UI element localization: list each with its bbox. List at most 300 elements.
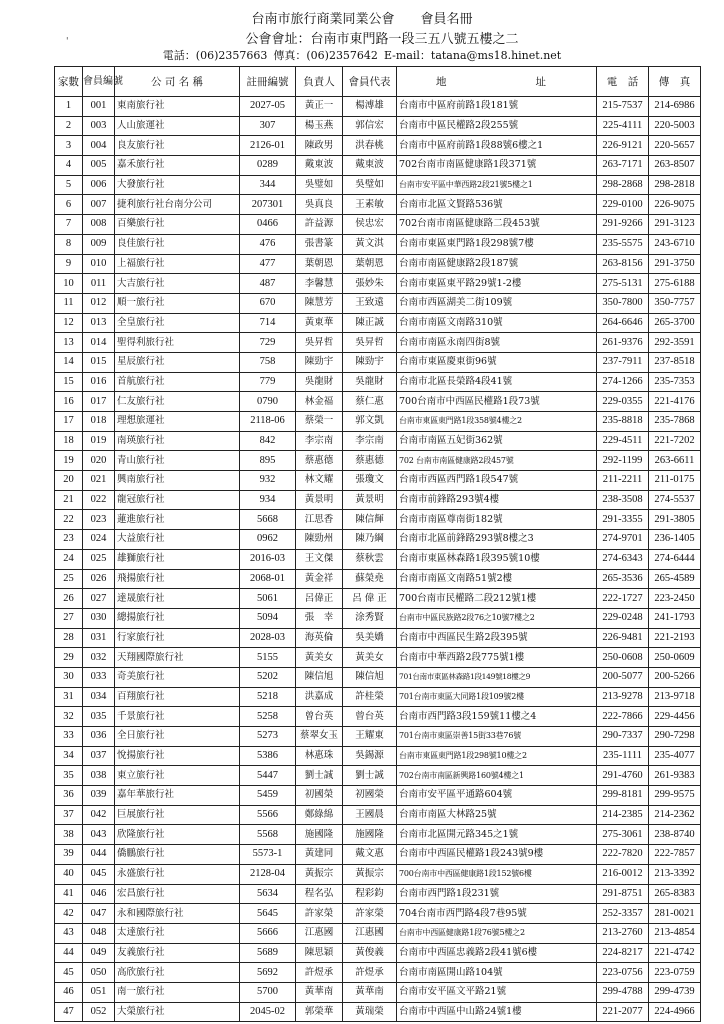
address: 台南市北區長榮路4段41號 (397, 372, 597, 392)
registration-number: 670 (240, 293, 296, 313)
member-representative: 曾台英 (343, 707, 397, 727)
member-representative: 蔡秋雲 (343, 549, 397, 569)
owner-name: 海英倫 (296, 628, 343, 648)
registration-number: 5566 (240, 805, 296, 825)
registration-number: 344 (240, 175, 296, 195)
table-row (55, 510, 701, 530)
member-code: 046 (83, 884, 115, 904)
member-code: 013 (83, 313, 115, 333)
row-number: 32 (55, 707, 83, 727)
registration-number: 5692 (240, 963, 296, 983)
fax-number: 281-0021 (649, 904, 701, 924)
member-representative: 陳勁宇 (343, 352, 397, 372)
registration-number: 2016-03 (240, 549, 296, 569)
registration-number: 714 (240, 313, 296, 333)
fax-number: 299-4739 (649, 982, 701, 1002)
address: 704台南市西門路4段7巷95號 (397, 904, 597, 924)
fax-number: 213-4854 (649, 923, 701, 943)
owner-name: 黃東華 (296, 313, 343, 333)
member-representative: 黃俊義 (343, 943, 397, 963)
table-row (55, 845, 701, 865)
table-row (55, 589, 701, 609)
company-name: 達晟旅行社 (115, 589, 240, 609)
member-code: 017 (83, 392, 115, 412)
address: 台南市中區民權路2段255號 (397, 116, 597, 136)
company-name: 高欣旅行社 (115, 963, 240, 983)
owner-name: 黃金祥 (296, 569, 343, 589)
fax-number: 250-0609 (649, 648, 701, 668)
member-representative: 陳信旭 (343, 667, 397, 687)
col-header-address-a: 地 (397, 67, 486, 97)
address: 台南市西門路1段231號 (397, 884, 597, 904)
phone-number: 223-0756 (597, 963, 649, 983)
address: 台南市中西區中山路24號1樓 (397, 1002, 597, 1022)
fax-number: 241-1793 (649, 608, 701, 628)
company-name: 百翔旅行社 (115, 687, 240, 707)
registration-number: 934 (240, 490, 296, 510)
company-name: 總揚旅行社 (115, 608, 240, 628)
table-header-row (55, 67, 701, 97)
fax-number: 261-9383 (649, 766, 701, 786)
row-number: 11 (55, 293, 83, 313)
phone-number: 290-7337 (597, 727, 649, 747)
table-row (55, 530, 701, 550)
company-name: 雄獅旅行社 (115, 549, 240, 569)
association-fax: 傳真：(06)2357642 (273, 49, 378, 62)
member-code: 022 (83, 490, 115, 510)
registration-number: 5459 (240, 786, 296, 806)
owner-name: 陳勁州 (296, 530, 343, 550)
registration-number: 2027-05 (240, 97, 296, 117)
company-name: 東立旅行社 (115, 766, 240, 786)
fax-number: 229-4456 (649, 707, 701, 727)
roster-title: 會員名冊 (420, 12, 473, 27)
member-representative: 黃振宗 (343, 864, 397, 884)
row-number: 41 (55, 884, 83, 904)
owner-name: 蔡榮一 (296, 412, 343, 432)
address: 台南市安平區平通路604號 (397, 786, 597, 806)
registration-number: 307 (240, 116, 296, 136)
member-code: 026 (83, 569, 115, 589)
owner-name: 初國榮 (296, 786, 343, 806)
phone-number: 299-8181 (597, 786, 649, 806)
registration-number: 5568 (240, 825, 296, 845)
owner-name: 黃景明 (296, 490, 343, 510)
col-header-fax: 傳 真 (649, 67, 701, 97)
member-code: 035 (83, 707, 115, 727)
address: 台南市西區湖美二街109號 (397, 293, 597, 313)
row-number: 30 (55, 667, 83, 687)
member-representative: 陳乃綱 (343, 530, 397, 550)
phone-number: 261-9376 (597, 333, 649, 353)
phone-number: 225-4111 (597, 116, 649, 136)
address: 台南市中西區忠義路2段41號6樓 (397, 943, 597, 963)
address: 台南市南區大林路25號 (397, 805, 597, 825)
registration-number: 5447 (240, 766, 296, 786)
fax-number: 291-3123 (649, 215, 701, 235)
table-row (55, 727, 701, 747)
member-code: 007 (83, 195, 115, 215)
phone-number: 275-3061 (597, 825, 649, 845)
member-representative: 吳美嬌 (343, 628, 397, 648)
registration-number: 5094 (240, 608, 296, 628)
phone-number: 264-6646 (597, 313, 649, 333)
fax-number: 265-8383 (649, 884, 701, 904)
margin-mark: ' (66, 37, 69, 47)
company-name: 百樂旅行社 (115, 215, 240, 235)
owner-name: 黃華南 (296, 982, 343, 1002)
fax-number: 214-2362 (649, 805, 701, 825)
address: 台南市前鋒路293號4樓 (397, 490, 597, 510)
fax-number: 222-7857 (649, 845, 701, 865)
fax-number: 221-4176 (649, 392, 701, 412)
registration-number: 2028-03 (240, 628, 296, 648)
member-code: 010 (83, 254, 115, 274)
owner-name: 王文傑 (296, 549, 343, 569)
company-name: 聖得利旅行社 (115, 333, 240, 353)
table-row (55, 490, 701, 510)
company-name: 大榮旅行社 (115, 1002, 240, 1022)
member-representative: 黃景明 (343, 490, 397, 510)
row-number: 20 (55, 471, 83, 491)
fax-number: 299-9575 (649, 786, 701, 806)
phone-number: 213-2760 (597, 923, 649, 943)
owner-name: 黃正一 (296, 97, 343, 117)
owner-name: 黃建同 (296, 845, 343, 865)
table-row (55, 648, 701, 668)
member-code: 032 (83, 648, 115, 668)
company-name: 永和國際旅行社 (115, 904, 240, 924)
member-code: 024 (83, 530, 115, 550)
member-code: 052 (83, 1002, 115, 1022)
table-row (55, 116, 701, 136)
member-representative: 黃瑞榮 (343, 1002, 397, 1022)
row-number: 3 (55, 136, 83, 156)
phone-number: 237-7911 (597, 352, 649, 372)
phone-number: 298-2868 (597, 175, 649, 195)
company-name: 良友旅行社 (115, 136, 240, 156)
phone-number: 250-0608 (597, 648, 649, 668)
member-code: 011 (83, 274, 115, 294)
phone-number: 252-3357 (597, 904, 649, 924)
registration-number: 5645 (240, 904, 296, 924)
address: 台南市中西區健康路1段76號5樓之2 (397, 923, 597, 943)
phone-number: 211-2211 (597, 471, 649, 491)
member-code: 023 (83, 510, 115, 530)
member-code: 001 (83, 97, 115, 117)
member-code: 051 (83, 982, 115, 1002)
owner-name: 陳思穎 (296, 943, 343, 963)
col-header-reg: 註冊編號 (240, 67, 296, 97)
member-code: 004 (83, 136, 115, 156)
member-code: 038 (83, 766, 115, 786)
address: 台南市南區五妃街362號 (397, 431, 597, 451)
member-representative: 張瓊文 (343, 471, 397, 491)
member-representative: 侯忠宏 (343, 215, 397, 235)
member-rows (55, 97, 701, 1022)
fax-number: 265-3700 (649, 313, 701, 333)
company-name: 欣隆旅行社 (115, 825, 240, 845)
row-number: 9 (55, 254, 83, 274)
row-number: 46 (55, 982, 83, 1002)
phone-number: 222-1727 (597, 589, 649, 609)
owner-name: 陳勁宇 (296, 352, 343, 372)
owner-name: 曾台英 (296, 707, 343, 727)
table-row (55, 412, 701, 432)
table-row (55, 274, 701, 294)
phone-number: 292-1199 (597, 451, 649, 471)
registration-number: 0466 (240, 215, 296, 235)
company-name: 奇美旅行社 (115, 667, 240, 687)
address: 702 台南市南區健康路2段457號 (397, 451, 597, 471)
registration-number: 895 (240, 451, 296, 471)
registration-number: 5634 (240, 884, 296, 904)
fax-number: 213-9718 (649, 687, 701, 707)
address: 台南市北區文賢路536號 (397, 195, 597, 215)
registration-number: 487 (240, 274, 296, 294)
table-row (55, 667, 701, 687)
fax-number: 350-7757 (649, 293, 701, 313)
row-number: 5 (55, 175, 83, 195)
registration-number: 729 (240, 333, 296, 353)
member-representative: 王耀東 (343, 727, 397, 747)
member-representative: 初國榮 (343, 786, 397, 806)
address: 台南市中區府前路1段88號6樓之1 (397, 136, 597, 156)
member-representative: 楊溥雄 (343, 97, 397, 117)
owner-name: 林惠珠 (296, 746, 343, 766)
row-number: 17 (55, 412, 83, 432)
member-code: 018 (83, 412, 115, 432)
col-header-company: 公 司 名 稱 (115, 67, 240, 97)
company-name: 太達旅行社 (115, 923, 240, 943)
table-row (55, 1002, 701, 1022)
phone-number: 274-6343 (597, 549, 649, 569)
member-code: 016 (83, 372, 115, 392)
table-row (55, 608, 701, 628)
company-name: 全皇旅行社 (115, 313, 240, 333)
fax-number: 298-2818 (649, 175, 701, 195)
member-code: 020 (83, 451, 115, 471)
table-row (55, 549, 701, 569)
member-representative: 許桂榮 (343, 687, 397, 707)
registration-number: 5155 (240, 648, 296, 668)
phone-number: 226-9121 (597, 136, 649, 156)
member-representative: 陳正誠 (343, 313, 397, 333)
association-email: E-mail：tatana@ms18.hinet.net (383, 49, 562, 62)
table-row (55, 215, 701, 235)
owner-name: 李宗南 (296, 431, 343, 451)
table-row (55, 392, 701, 412)
row-number: 24 (55, 549, 83, 569)
owner-name: 郭榮華 (296, 1002, 343, 1022)
col-header-no: 家數 (55, 67, 83, 97)
owner-name: 吳真良 (296, 195, 343, 215)
member-code: 033 (83, 667, 115, 687)
company-name: 飛揚旅行社 (115, 569, 240, 589)
address: 701台南市東區大同路1段109號2樓 (397, 687, 597, 707)
owner-name: 蔡惠德 (296, 451, 343, 471)
table-row (55, 904, 701, 924)
member-code: 048 (83, 923, 115, 943)
phone-number: 274-9701 (597, 530, 649, 550)
address: 台南市南區文南路310號 (397, 313, 597, 333)
col-header-phone: 電 話 (597, 67, 649, 97)
row-number: 45 (55, 963, 83, 983)
address: 台南市東區東門路1段358號4樓之2 (397, 412, 597, 432)
table-row (55, 293, 701, 313)
member-code: 050 (83, 963, 115, 983)
col-header-owner: 負責人 (296, 67, 343, 97)
phone-number: 222-7866 (597, 707, 649, 727)
member-representative: 張妙朱 (343, 274, 397, 294)
member-table (54, 66, 701, 1022)
registration-number: 0962 (240, 530, 296, 550)
fax-number: 238-8740 (649, 825, 701, 845)
member-representative: 王素敏 (343, 195, 397, 215)
phone-number: 299-4788 (597, 982, 649, 1002)
member-representative: 戴文惠 (343, 845, 397, 865)
fax-number: 235-7353 (649, 372, 701, 392)
member-representative: 蔡惠德 (343, 451, 397, 471)
member-representative: 黃文淇 (343, 234, 397, 254)
member-representative: 吳龍財 (343, 372, 397, 392)
phone-number: 291-8751 (597, 884, 649, 904)
company-name: 悅揚旅行社 (115, 746, 240, 766)
owner-name: 張 幸 (296, 608, 343, 628)
table-row (55, 707, 701, 727)
member-representative: 江惠國 (343, 923, 397, 943)
owner-name: 洪嘉成 (296, 687, 343, 707)
phone-number: 229-4511 (597, 431, 649, 451)
company-name: 順一旅行社 (115, 293, 240, 313)
registration-number: 758 (240, 352, 296, 372)
member-code: 034 (83, 687, 115, 707)
table-row (55, 687, 701, 707)
row-number: 33 (55, 727, 83, 747)
company-name: 南瑛旅行社 (115, 431, 240, 451)
member-representative: 黃華南 (343, 982, 397, 1002)
member-code: 043 (83, 825, 115, 845)
member-representative: 涂秀賢 (343, 608, 397, 628)
fax-number: 224-4966 (649, 1002, 701, 1022)
member-code: 042 (83, 805, 115, 825)
row-number: 40 (55, 864, 83, 884)
address: 700台南市中西區健康路1段152號6樓 (397, 864, 597, 884)
owner-name: 林文耀 (296, 471, 343, 491)
member-representative: 吳錫源 (343, 746, 397, 766)
table-row (55, 451, 701, 471)
member-representative: 許煜承 (343, 963, 397, 983)
address: 台南市中西區民生路2段395號 (397, 628, 597, 648)
member-code: 008 (83, 215, 115, 235)
address: 台南市東區東門路1段298號10樓之2 (397, 746, 597, 766)
registration-number: 5218 (240, 687, 296, 707)
company-name: 千景旅行社 (115, 707, 240, 727)
row-number: 42 (55, 904, 83, 924)
registration-number: 476 (240, 234, 296, 254)
owner-name: 黃美女 (296, 648, 343, 668)
member-code: 036 (83, 727, 115, 747)
registration-number: 2126-01 (240, 136, 296, 156)
owner-name: 呂偉正 (296, 589, 343, 609)
phone-number: 214-2385 (597, 805, 649, 825)
row-number: 29 (55, 648, 83, 668)
contact-line (0, 47, 724, 63)
row-number: 23 (55, 530, 83, 550)
fax-number: 291-3805 (649, 510, 701, 530)
fax-number: 265-4589 (649, 569, 701, 589)
table-row (55, 805, 701, 825)
address: 台南市西門路3段159號11樓之4 (397, 707, 597, 727)
owner-name: 林金福 (296, 392, 343, 412)
company-name: 全日旅行社 (115, 727, 240, 747)
member-code: 030 (83, 608, 115, 628)
address: 702台南市南區健康路二段453號 (397, 215, 597, 235)
company-name: 興南旅行社 (115, 471, 240, 491)
phone-number: 229-0355 (597, 392, 649, 412)
owner-name: 施國隆 (296, 825, 343, 845)
company-name: 星辰旅行社 (115, 352, 240, 372)
row-number: 8 (55, 234, 83, 254)
member-code: 027 (83, 589, 115, 609)
row-number: 18 (55, 431, 83, 451)
company-name: 南一旅行社 (115, 982, 240, 1002)
member-code: 021 (83, 471, 115, 491)
member-representative: 王國晨 (343, 805, 397, 825)
association-address: 公會會址：台南市東門路一段三五八號五樓之二 (245, 32, 519, 47)
address: 台南市中區府前路1段181號 (397, 97, 597, 117)
table-row (55, 136, 701, 156)
registration-number: 0790 (240, 392, 296, 412)
phone-number: 213-9278 (597, 687, 649, 707)
table-row (55, 923, 701, 943)
registration-number: 5273 (240, 727, 296, 747)
fax-number: 243-6710 (649, 234, 701, 254)
row-number: 47 (55, 1002, 83, 1022)
company-name: 首航旅行社 (115, 372, 240, 392)
table-row (55, 431, 701, 451)
row-number: 4 (55, 156, 83, 176)
member-code: 012 (83, 293, 115, 313)
fax-number: 263-6611 (649, 451, 701, 471)
owner-name: 陳慧芳 (296, 293, 343, 313)
registration-number: 5061 (240, 589, 296, 609)
address: 台南市中西區民權路1段243號9樓 (397, 845, 597, 865)
address: 台南市安平區中華西路2段21號5樓之1 (397, 175, 597, 195)
address: 702台南市南區健康路1段371號 (397, 156, 597, 176)
row-number: 13 (55, 333, 83, 353)
row-number: 28 (55, 628, 83, 648)
table-row (55, 471, 701, 491)
member-representative: 陳信輝 (343, 510, 397, 530)
fax-number: 237-8518 (649, 352, 701, 372)
row-number: 36 (55, 786, 83, 806)
row-number: 7 (55, 215, 83, 235)
owner-name: 陳信旭 (296, 667, 343, 687)
member-representative: 郭信宏 (343, 116, 397, 136)
table-row (55, 963, 701, 983)
company-name: 友義旅行社 (115, 943, 240, 963)
registration-number: 2068-01 (240, 569, 296, 589)
member-code: 015 (83, 352, 115, 372)
registration-number: 2118-06 (240, 412, 296, 432)
company-name: 東南旅行社 (115, 97, 240, 117)
phone-number: 238-3508 (597, 490, 649, 510)
registration-number: 779 (240, 372, 296, 392)
member-representative: 呂 偉 正 (343, 589, 397, 609)
phone-number: 224-8217 (597, 943, 649, 963)
owner-name: 程名弘 (296, 884, 343, 904)
